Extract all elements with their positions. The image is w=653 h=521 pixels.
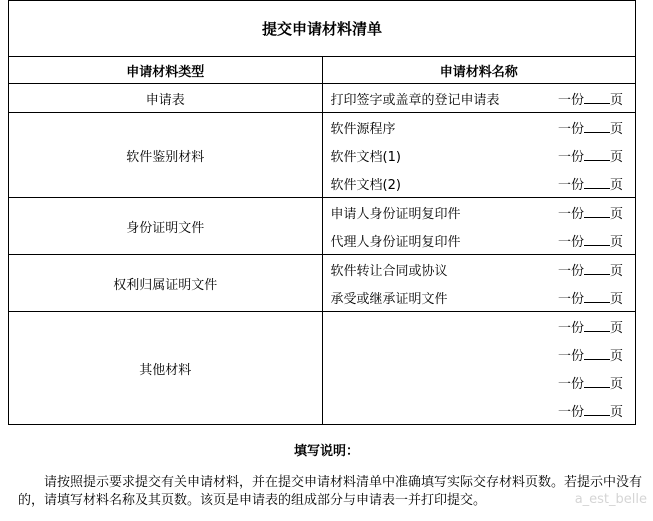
material-items — [322, 255, 636, 312]
notes-title: 填写说明： — [293, 444, 359, 459]
copies-field: 一份 页 — [557, 177, 623, 193]
page-count-blank[interactable] — [584, 176, 610, 189]
material-type: 申请表 — [9, 84, 323, 113]
item-name: 代理人身份证明复印件 — [330, 234, 461, 250]
copies-field: 一份 页 — [557, 149, 623, 165]
copies-field: 一份 页 — [557, 404, 623, 420]
item-name: 申请人身份证明复印件 — [330, 206, 461, 222]
page-count-blank[interactable] — [584, 262, 610, 275]
page-count-blank[interactable] — [584, 347, 610, 360]
material-type: 身份证明文件 — [9, 198, 323, 255]
material-items — [322, 312, 636, 425]
copies-field: 一份 页 — [557, 206, 623, 222]
copies-field: 一份 页 — [557, 263, 623, 279]
table-row — [9, 255, 636, 312]
header-name: 申请材料名称 — [322, 57, 636, 84]
table-row — [9, 312, 636, 425]
copies-field: 一份 页 — [557, 92, 623, 108]
material-type: 软件鉴别材料 — [9, 113, 323, 198]
copies-field: 一份 页 — [557, 376, 623, 392]
page-count-blank[interactable] — [584, 290, 610, 303]
notes-text — [18, 474, 648, 510]
item-name: 软件转让合同或协议 — [330, 263, 448, 279]
copies-field: 一份 页 — [557, 348, 623, 364]
materials-table — [8, 0, 636, 425]
header-type: 申请材料类型 — [9, 57, 323, 84]
list-item — [323, 113, 636, 141]
list-item — [323, 198, 636, 226]
item-name: 软件源程序 — [330, 121, 396, 137]
page-count-blank[interactable] — [584, 91, 610, 104]
notes-paragraph: 请按照提示要求提交有关申请材料，并在提交申请材料清单中准确填写实际交存材料页数。若提示中没有的，请填写材料名称及其页数。该页是申请表的组成部分与申请表一并打印提交。 — [18, 475, 643, 508]
table-row — [9, 113, 636, 198]
material-type: 权利归属证明文件 — [9, 255, 323, 312]
copies-field: 一份 页 — [557, 291, 623, 307]
item-name: 打印签字或盖章的登记申请表 — [330, 92, 500, 108]
copies-field: 一份 页 — [557, 121, 623, 137]
page-count-blank[interactable] — [584, 233, 610, 246]
list-item — [323, 312, 636, 340]
materials-checklist — [8, 0, 636, 425]
item-name: 软件文档(1) — [330, 149, 401, 165]
copies-field: 一份 页 — [557, 234, 623, 250]
material-type: 其他材料 — [9, 312, 323, 425]
page-count-blank[interactable] — [584, 319, 610, 332]
list-item — [323, 340, 636, 368]
copies-field: 一份 页 — [557, 320, 623, 336]
table-row — [9, 198, 636, 255]
watermark: a_est_belle — [574, 492, 647, 507]
item-name: 承受或继承证明文件 — [330, 291, 448, 307]
item-name: 软件文档(2) — [330, 177, 401, 193]
page-count-blank[interactable] — [584, 120, 610, 133]
list-item — [323, 255, 636, 283]
list-item — [323, 368, 636, 396]
page-count-blank[interactable] — [584, 148, 610, 161]
page-count-blank[interactable] — [584, 205, 610, 218]
list-item — [323, 84, 636, 112]
table-row — [9, 84, 636, 113]
list-item — [323, 226, 636, 254]
list-item — [323, 169, 636, 197]
page-count-blank[interactable] — [584, 375, 610, 388]
list-item — [323, 141, 636, 169]
list-item — [323, 283, 636, 311]
page-title: 提交申请材料清单 — [9, 1, 636, 57]
page-count-blank[interactable] — [584, 403, 610, 416]
list-item — [323, 396, 636, 424]
material-items — [322, 198, 636, 255]
material-items — [322, 84, 636, 113]
material-items — [322, 113, 636, 198]
